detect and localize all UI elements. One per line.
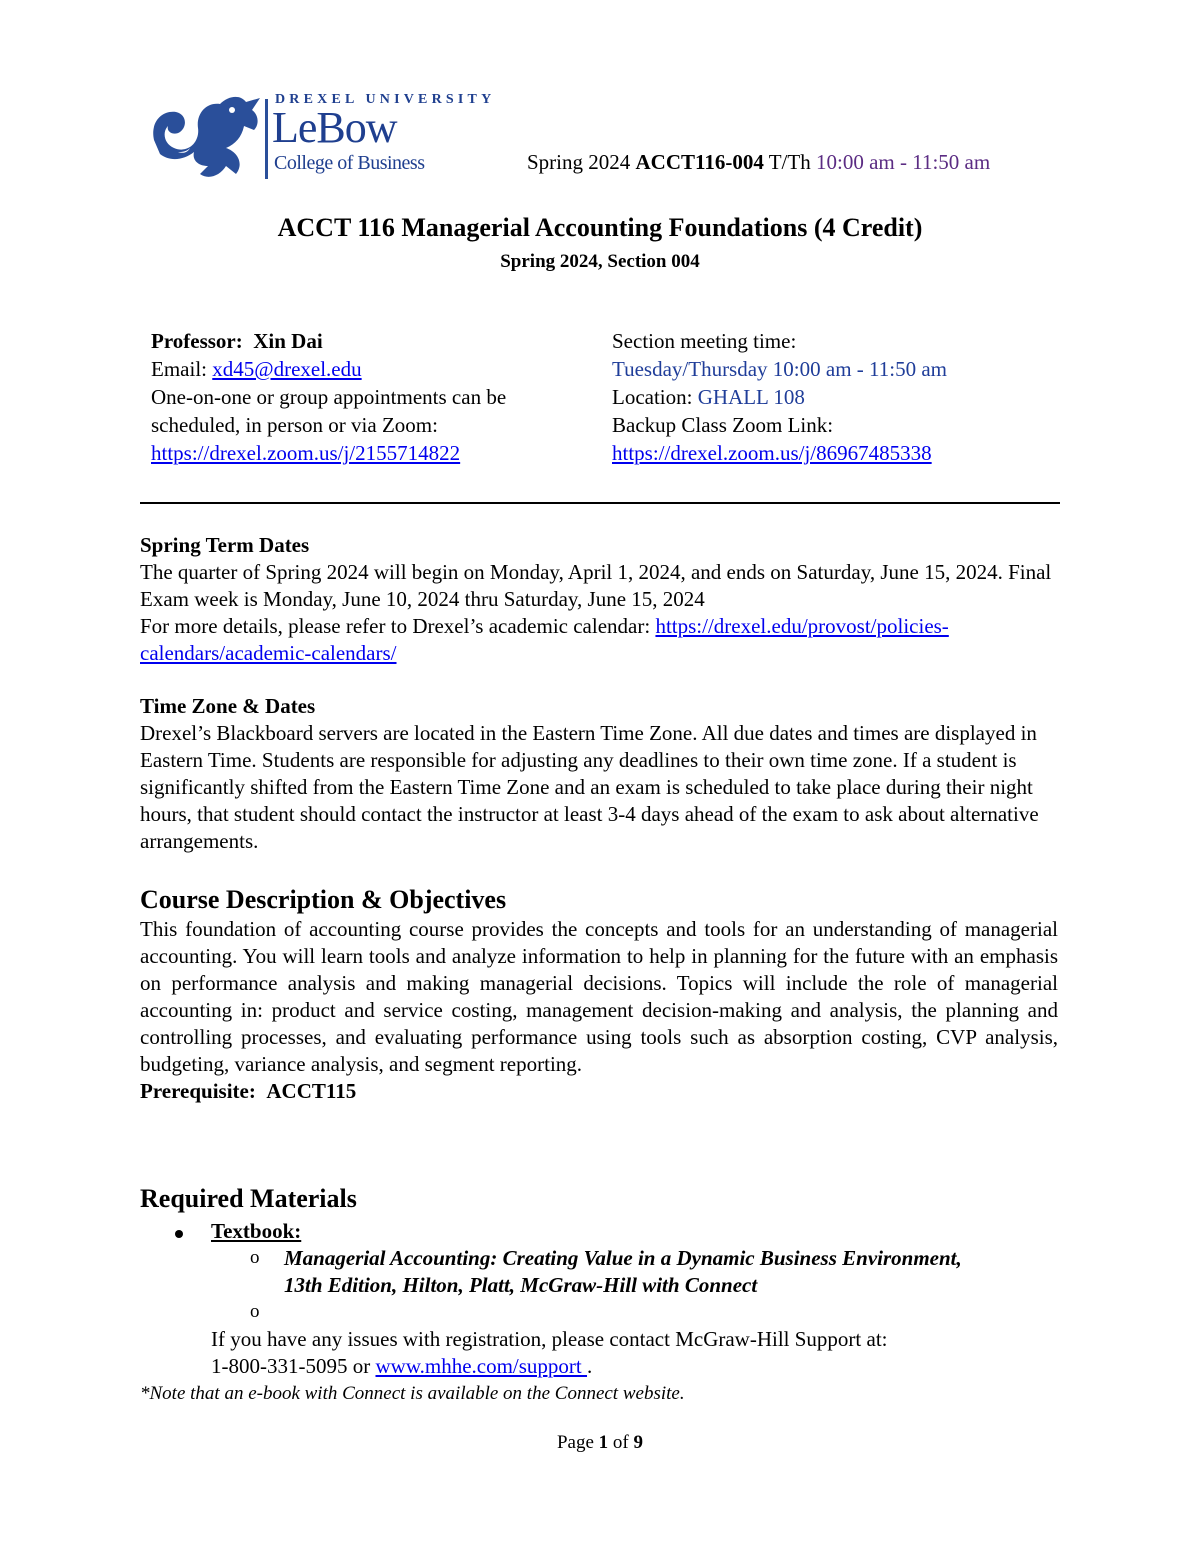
support-line: If you have any issues with registration, please contact McGraw-Hill Support at: [211, 1327, 888, 1351]
page-prefix: Page [556, 1432, 594, 1453]
support-phone: 1-800-331-5095 or [211, 1354, 371, 1378]
appointment-text-2: scheduled, in person or via Zoom: [151, 413, 438, 437]
course-description-heading: Course Description & Objectives [140, 885, 507, 914]
backup-zoom-link[interactable]: https://drexel.zoom.us/j/86967485338 [612, 441, 932, 465]
backup-zoom-label: Backup Class Zoom Link: [612, 413, 834, 437]
term-dates-section [140, 532, 1062, 667]
time-zone-heading: Time Zone & Dates [140, 694, 316, 718]
header-term: Spring 2024 [527, 150, 631, 174]
bullet-icon [175, 1230, 183, 1238]
professor-info [151, 327, 506, 467]
page-footer [0, 1432, 1200, 1454]
term-dates-text: The quarter of Spring 2024 will begin on Monday, April 1, 2024, and ends on Saturday, June 15, 2024. Final Exam week is Monday, June 10, 2024 thru Saturday, June 15, 2024 [140, 560, 1052, 611]
book-title-line1: Managerial Accounting: Creating Value in a Dynamic Business Environment, [284, 1246, 962, 1270]
textbook-label: Textbook: [211, 1219, 302, 1243]
calendar-prefix: For more details, please refer to Drexel’s academic calendar: [140, 614, 651, 638]
page-total: 9 [633, 1432, 643, 1453]
logo-college: College of Business [274, 152, 425, 174]
required-materials-section [140, 1184, 1060, 1424]
professor-name: Xin Dai [253, 329, 323, 353]
required-materials-heading: Required Materials [140, 1184, 357, 1213]
header-course-code: ACCT116-004 [635, 150, 764, 174]
time-zone-section [140, 693, 1062, 855]
divider [140, 502, 1060, 504]
header-meta [527, 150, 990, 175]
calendar-link-2: calendars/academic-calendars/ [140, 641, 397, 665]
page-of: of [612, 1432, 629, 1453]
circle-bullet-icon: o [250, 1247, 260, 1268]
logo-lebow: LeBow [272, 103, 397, 152]
appointment-text-1: One-on-one or group appointments can be [151, 385, 507, 409]
page-subtitle: Spring 2024, Section 004 [500, 251, 700, 272]
support-link[interactable]: www.mhhe.com/support [375, 1354, 588, 1378]
time-zone-text: Drexel’s Blackboard servers are located in the Eastern Time Zone. All due dates and times are displayed in Eastern Time. Students are responsible for adjusting any deadlines to their own time zone. If a student is significantly shifted from the Eastern Time Zone and an exam is scheduled to take place during their night hours, that student should contact the instructor at least 3-4 days ahead of the exam to ask about alternative arrangements. [140, 721, 1039, 853]
location-value: GHALL 108 [697, 385, 805, 409]
dragon-logo-icon [148, 92, 264, 182]
book-title-line2: 13th Edition, Hilton, Platt, McGraw-Hill with Connect [284, 1273, 758, 1297]
page-number: 1 [598, 1432, 609, 1453]
office-zoom-link[interactable]: https://drexel.zoom.us/j/2155714822 [151, 441, 461, 465]
email-link[interactable]: xd45@drexel.edu [212, 357, 362, 381]
lebow-logo [148, 92, 496, 182]
professor-label: Professor: [151, 329, 243, 353]
header-time: 10:00 am - 11:50 am [815, 150, 991, 174]
prereq-value: ACCT115 [266, 1079, 357, 1103]
term-dates-heading: Spring Term Dates [140, 533, 310, 557]
meeting-time: Tuesday/Thursday 10:00 am - 11:50 am [612, 357, 947, 381]
support-period: . [587, 1354, 593, 1378]
prereq-label: Prerequisite: [140, 1079, 256, 1103]
ebook-note: *Note that an e-book with Connect is available on the Connect website. [140, 1383, 685, 1404]
page-title: ACCT 116 Managerial Accounting Foundations (4 Credit) [277, 213, 923, 242]
course-description-text: This foundation of accounting course provides the concepts and tools for an understanding of managerial accounting. You will learn tools and analyze information to help in planning for the future with an emphasis on performance analysis and making managerial decisions. Topics will include the role of managerial accounting in: product and service costing, management decision-making and analysis, the planning and controlling processes, and evaluating performance using tools such as absorption costing, CVP analysis, budgeting, variance analysis, and segment reporting. [140, 917, 1058, 1076]
meeting-info [612, 327, 947, 467]
header-days: T/Th [768, 150, 811, 174]
course-description-section [140, 884, 1058, 1105]
location-label: Location: [612, 385, 693, 409]
logo-university: DREXEL UNIVERSITY [275, 92, 496, 107]
meeting-label: Section meeting time: [612, 329, 797, 353]
circle-bullet-icon: o [250, 1301, 260, 1322]
email-label: Email: [151, 357, 207, 381]
calendar-link-1: https://drexel.edu/provost/policies- [655, 614, 949, 638]
logo-divider [265, 99, 268, 179]
